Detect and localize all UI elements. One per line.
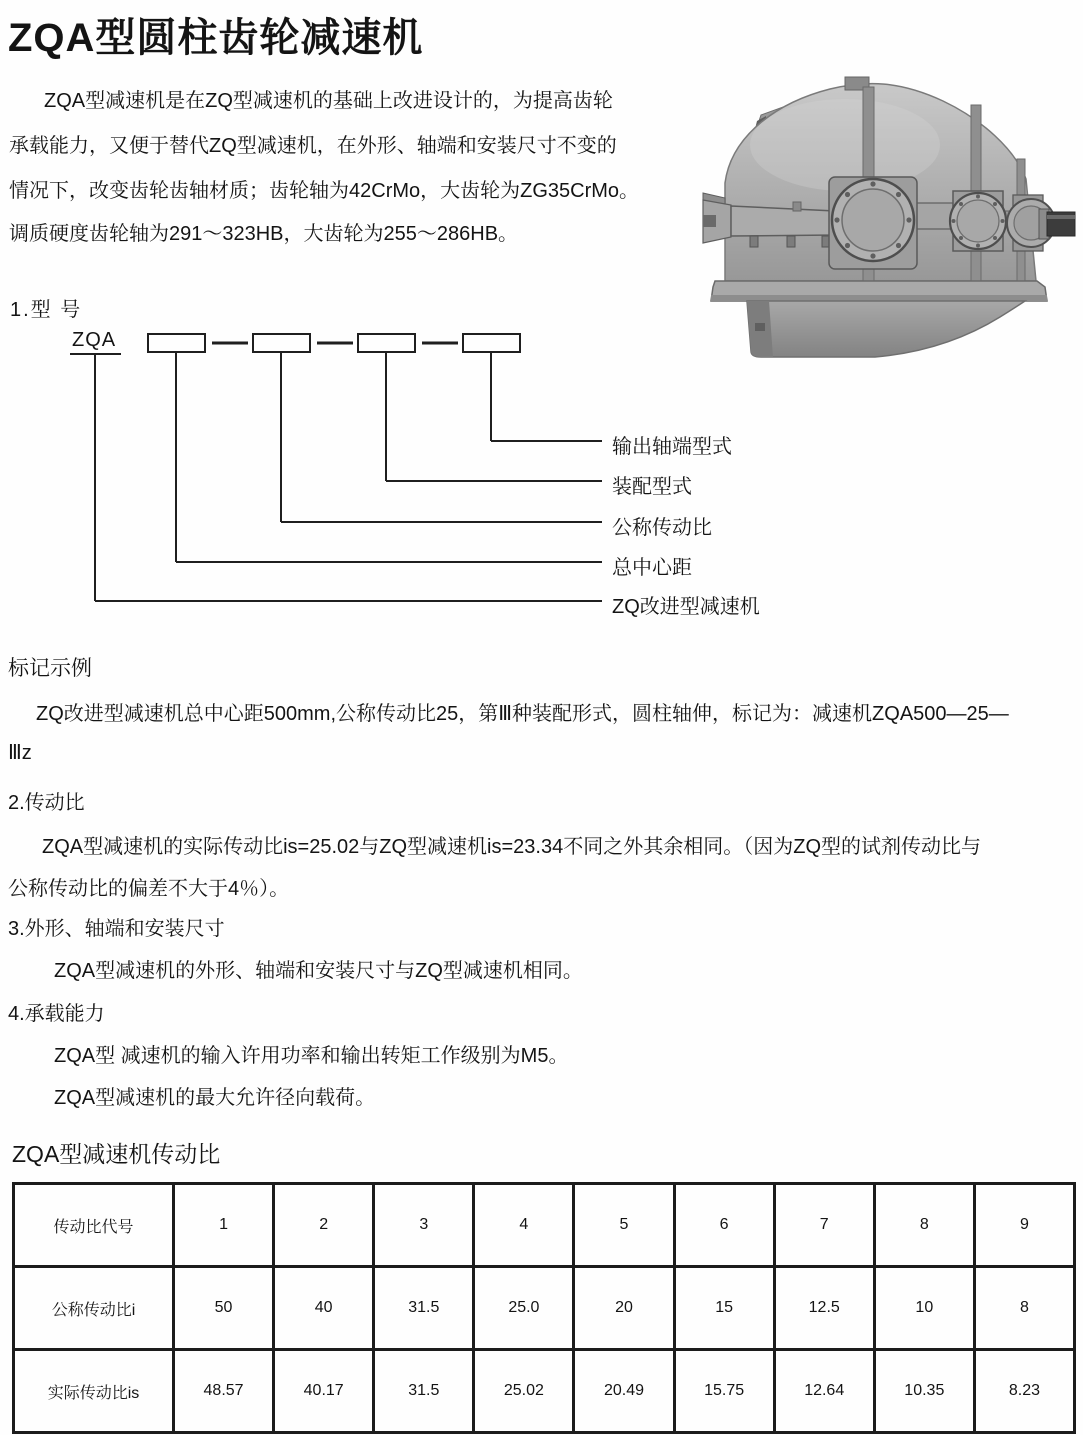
table-cell: 5 — [574, 1184, 674, 1267]
table-heading: ZQA型减速机传动比 — [12, 1141, 221, 1167]
intro-line-3: 情况下，改变齿轮齿轴材质；齿轮轴为42CrMo，大齿轮为ZG35CrMo。 — [9, 180, 640, 202]
gearbox-photo — [695, 65, 1083, 375]
section-heading-model: 1.型 号 — [10, 299, 83, 321]
table-cell: 4 — [474, 1184, 574, 1267]
model-code-box — [148, 334, 205, 352]
table-cell: 8.23 — [974, 1350, 1074, 1433]
table-row — [14, 1267, 1075, 1350]
table-cell: 3 — [374, 1184, 474, 1267]
ratio-line-1: ZQA型减速机的实际传动比is=25.02与ZQ型减速机is=23.34不同之外其余相同。（因为ZQ型的试剂传动比与 — [42, 836, 982, 858]
capacity-heading: 4.承载能力 — [8, 1003, 105, 1025]
table-cell: 8 — [974, 1267, 1074, 1350]
table-row-label: 传动比代号 — [14, 1184, 174, 1267]
table-cell: 50 — [174, 1267, 274, 1350]
ratio-line-2: 公称传动比的偏差不大于4％）。 — [8, 878, 290, 900]
model-code-box — [463, 334, 520, 352]
table-cell: 6 — [674, 1184, 774, 1267]
dimension-body: ZQA型减速机的外形、轴端和安装尺寸与ZQ型减速机相同。 — [54, 960, 583, 982]
marking-heading: 标记示例 — [8, 657, 92, 680]
table-cell: 25.02 — [474, 1350, 574, 1433]
table-cell: 2 — [274, 1184, 374, 1267]
table-cell: 10.35 — [874, 1350, 974, 1433]
intro-line-4: 调质硬度齿轮轴为291～323HB，大齿轮为255～286HB。 — [9, 223, 519, 245]
table-cell: 15 — [674, 1267, 774, 1350]
table-row — [14, 1350, 1075, 1433]
dimension-heading: 3.外形、轴端和安装尺寸 — [8, 918, 225, 940]
marking-line-2: Ⅲz — [8, 742, 32, 764]
ratio-heading: 2.传动比 — [8, 792, 85, 814]
model-code-diagram — [60, 325, 620, 615]
table-cell: 7 — [774, 1184, 874, 1267]
table-cell: 48.57 — [174, 1350, 274, 1433]
table-cell: 10 — [874, 1267, 974, 1350]
table-cell: 25.0 — [474, 1267, 574, 1350]
table-cell: 8 — [874, 1184, 974, 1267]
table-cell: 9 — [974, 1184, 1074, 1267]
diagram-label-assembly-type: 装配型式 — [612, 476, 692, 498]
capacity-line-2: ZQA型减速机的最大允许径向载荷。 — [54, 1087, 376, 1109]
page-title: ZQA型圆柱齿轮减速机 — [8, 16, 424, 60]
model-code-prefix: ZQA — [72, 329, 117, 351]
model-code-box — [253, 334, 310, 352]
table-cell: 40 — [274, 1267, 374, 1350]
capacity-line-1: ZQA型 减速机的输入许用功率和输出转矩工作级别为M5。 — [54, 1045, 569, 1067]
table-cell: 12.64 — [774, 1350, 874, 1433]
table-cell: 20.49 — [574, 1350, 674, 1433]
marking-line-1: ZQ改进型减速机总中心距500mm,公称传动比25，第Ⅲ种装配形式，圆柱轴伸，标记为：减速机ZQA500—25— — [36, 703, 1009, 725]
table-row-label: 公称传动比i — [14, 1267, 174, 1350]
table-cell: 12.5 — [774, 1267, 874, 1350]
table-cell: 1 — [174, 1184, 274, 1267]
table-cell: 15.75 — [674, 1350, 774, 1433]
ratio-table — [12, 1182, 1076, 1434]
table-cell: 40.17 — [274, 1350, 374, 1433]
model-code-box — [358, 334, 415, 352]
table-row — [14, 1184, 1075, 1267]
diagram-label-center-distance: 总中心距 — [612, 557, 692, 579]
table-cell: 20 — [574, 1267, 674, 1350]
table-row-label: 实际传动比is — [14, 1350, 174, 1433]
diagram-label-zq-improved-reducer: ZQ改进型减速机 — [612, 596, 760, 618]
diagram-label-output-shaft-end-type: 输出轴端型式 — [612, 436, 732, 458]
diagram-label-nominal-ratio: 公称传动比 — [612, 517, 712, 539]
intro-line-2: 承载能力，又便于替代ZQ型减速机，在外形、轴端和安装尺寸不变的 — [9, 135, 617, 157]
table-cell: 31.5 — [374, 1350, 474, 1433]
intro-line-1: ZQA型减速机是在ZQ型减速机的基础上改进设计的，为提高齿轮 — [44, 90, 613, 112]
table-cell: 31.5 — [374, 1267, 474, 1350]
